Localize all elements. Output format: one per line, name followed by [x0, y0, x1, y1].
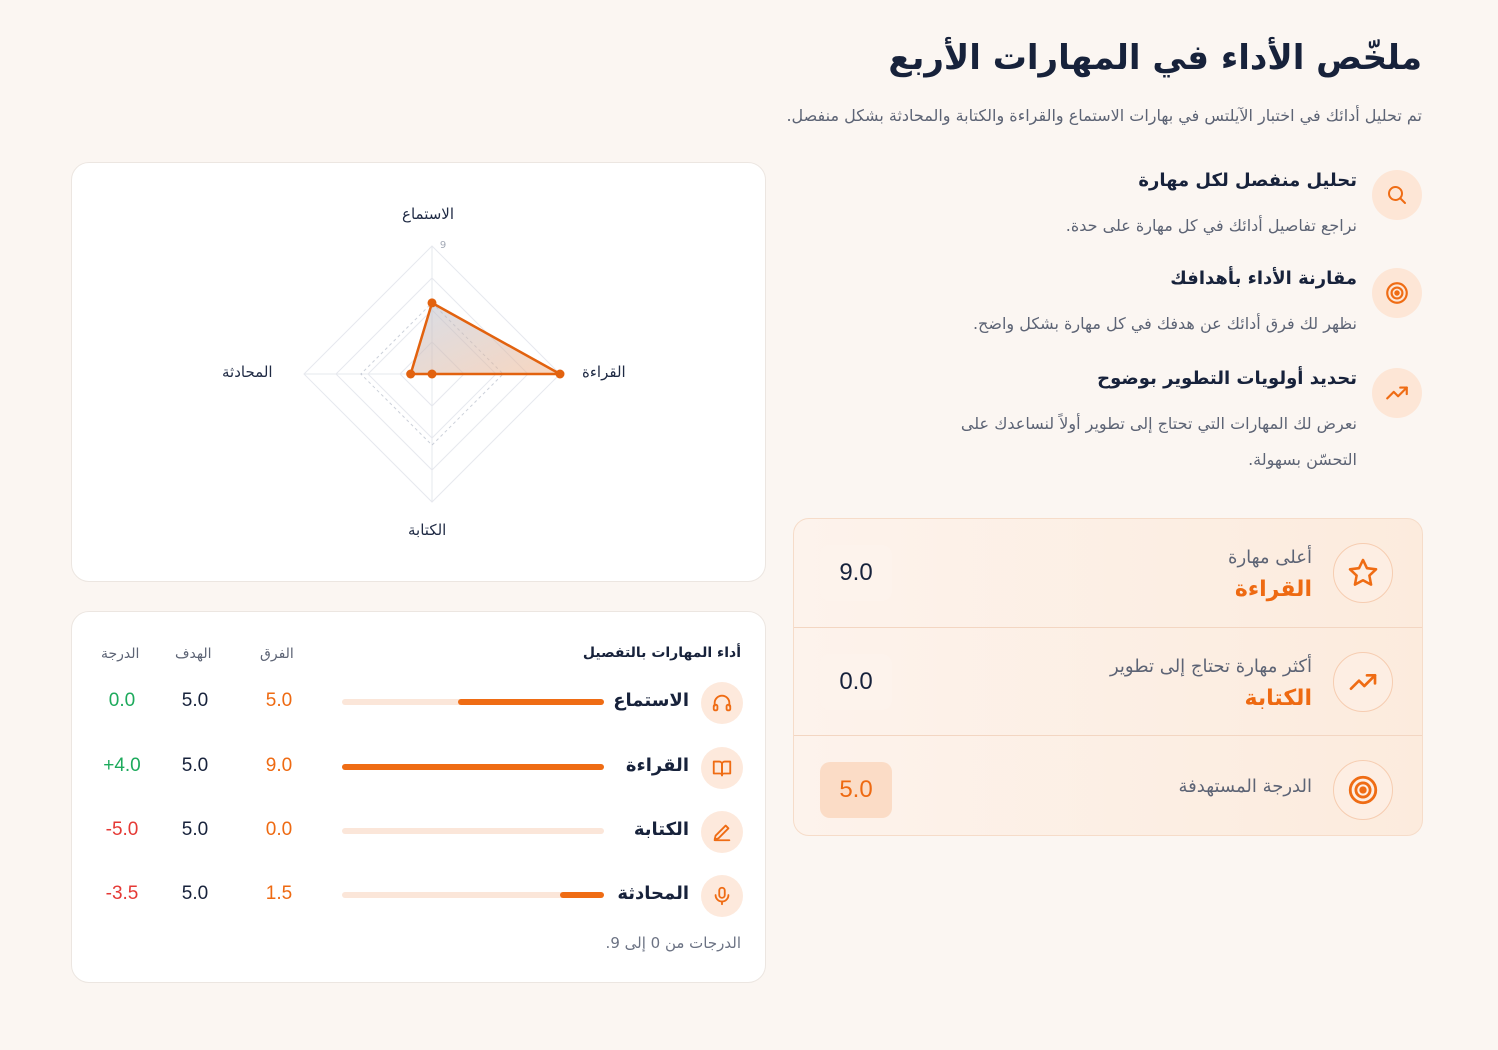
skills-table-card [71, 611, 766, 983]
radar-axis-label-writing: الكتابة [408, 521, 447, 539]
search-icon [1372, 170, 1422, 220]
skill-name: القراءة [625, 755, 689, 776]
radar-chart [72, 163, 767, 583]
summary-score-badge: 5.0 [820, 762, 892, 818]
radar-score-series [411, 303, 560, 374]
summary-label: أكثر مهارة تحتاج إلى تطوير [1109, 656, 1312, 677]
radar-axis-label-speaking: المحادثة [222, 363, 273, 381]
skill-score: -3.5 [105, 883, 139, 904]
skill-target: 5.0 [181, 819, 209, 840]
skill-name: الاستماع [613, 690, 689, 711]
summary-label: أعلى مهارة [1228, 547, 1312, 568]
page-title: ملخّص الأداء في المهارات الأربع [888, 38, 1422, 78]
summary-label: الدرجة المستهدفة [1178, 776, 1312, 797]
skill-name: الكتابة [633, 819, 689, 840]
skill-progress-fill [458, 699, 604, 705]
column-header-target: الهدف [175, 646, 212, 662]
summary-top-skill [794, 519, 1422, 627]
skill-diff: 9.0 [265, 755, 293, 776]
headphones-icon [701, 682, 743, 724]
skill-score: -5.0 [105, 819, 139, 840]
trend-up-icon [1333, 652, 1393, 712]
radar-center-point [428, 370, 436, 378]
scale-note: الدرجات من 0 إلى 9. [605, 934, 741, 952]
summary-card [793, 518, 1423, 836]
star-icon [1333, 543, 1393, 603]
table-row [72, 807, 765, 857]
summary-needs-work [794, 627, 1422, 735]
trend-up-icon [1372, 368, 1422, 418]
summary-value: الكتابة [1244, 686, 1312, 711]
skill-target: 5.0 [181, 690, 209, 711]
radar-point [428, 298, 437, 307]
skill-score: +4.0 [103, 755, 141, 776]
feature-title: تحليل منفصل لكل مهارة [1138, 170, 1357, 191]
skill-diff: 5.0 [265, 690, 293, 711]
skill-progress-track [342, 699, 604, 705]
feature-goal-comparison [862, 268, 1422, 348]
skill-diff: 1.5 [265, 883, 293, 904]
feature-desc: نعرض لك المهارات التي تحتاج إلى تطوير أولاً لنساعدك على التحسّن بسهولة. [960, 414, 1357, 469]
summary-score-badge: 9.0 [820, 545, 892, 601]
target-icon [1372, 268, 1422, 318]
pencil-icon [701, 811, 743, 853]
skill-progress-fill [342, 764, 604, 770]
page-subtitle: تم تحليل أدائك في اختبار الآيلتس في بهارات الاستماع والقراءة والكتابة والمحادثة بشكل منفصل. [786, 106, 1422, 125]
skill-target: 5.0 [181, 883, 209, 904]
book-icon [701, 747, 743, 789]
table-row [72, 743, 765, 793]
feature-separate-analysis [862, 170, 1422, 250]
table-row [72, 871, 765, 921]
skill-target: 5.0 [181, 755, 209, 776]
radar-point [556, 370, 565, 379]
skill-progress-fill [560, 892, 604, 898]
summary-value: القراءة [1234, 577, 1312, 602]
table-row [72, 678, 765, 728]
radar-axis-label-listening: الاستماع [402, 205, 455, 223]
summary-score-badge: 0.0 [820, 654, 892, 710]
feature-desc: نراجع تفاصيل أدائك في كل مهارة على حدة. [1065, 216, 1357, 235]
radar-max-tick-label: 9 [439, 240, 447, 251]
summary-target [794, 735, 1422, 836]
feature-priorities [862, 368, 1422, 478]
table-title: أداء المهارات بالتفصيل [582, 645, 741, 661]
skill-diff: 0.0 [265, 819, 293, 840]
skill-score: 0.0 [108, 690, 136, 711]
radar-chart-card [71, 162, 766, 582]
skill-progress-track [342, 892, 604, 898]
column-header-diff: الفرق [260, 646, 294, 662]
column-header-score: الدرجة [101, 646, 140, 662]
microphone-icon [701, 875, 743, 917]
feature-title: تحديد أولويات التطوير بوضوح [1097, 368, 1357, 389]
radar-point [406, 370, 415, 379]
feature-desc: نظهر لك فرق أدائك عن هدفك في كل مهارة بشكل واضح. [972, 314, 1357, 333]
radar-axis-label-reading: القراءة [582, 363, 626, 381]
feature-title: مقارنة الأداء بأهدافك [1170, 268, 1357, 289]
skill-name: المحادثة [617, 883, 689, 904]
target-icon [1333, 760, 1393, 820]
skill-progress-track [342, 764, 604, 770]
skill-progress-track [342, 828, 604, 834]
